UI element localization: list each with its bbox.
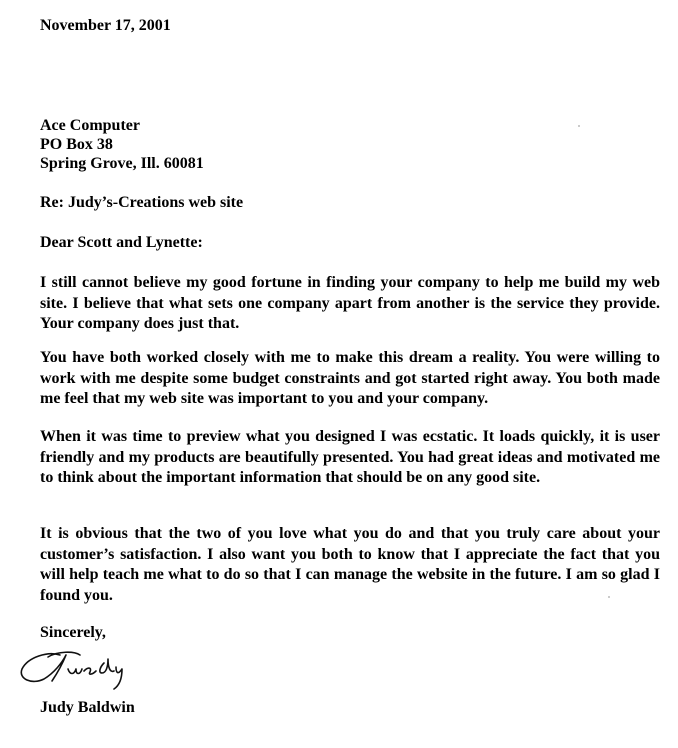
body-paragraph-2: You have both worked closely with me to make this dream a reality. You were willing to work with me despite some budget constraints and got started right away. You both made me feel that my web site was important to you and your company. bbox=[40, 349, 660, 408]
handwritten-signature bbox=[18, 645, 128, 690]
recipient-po-box: PO Box 38 bbox=[40, 136, 113, 153]
scan-speck bbox=[578, 125, 580, 127]
scan-speck bbox=[608, 596, 610, 598]
letter-date: November 17, 2001 bbox=[40, 17, 171, 34]
subject-line: Re: Judy’s-Creations web site bbox=[40, 194, 244, 211]
signer-name: Judy Baldwin bbox=[40, 699, 135, 716]
body-paragraph-4: It is obvious that the two of you love what you do and that you truly care about your customer’s satisfaction. I also want you both to know that I appreciate the fact that you will help teach me what to do so that I can manage the website in the future. I am so glad I found you. bbox=[40, 525, 660, 604]
body-paragraph-1: I still cannot believe my good fortune in finding your company to help me build my web site. I believe that what sets one company apart from another is the service they provide. Your company does just that. bbox=[40, 274, 660, 333]
recipient-city: Spring Grove, Ill. 60081 bbox=[40, 155, 204, 172]
body-paragraph-3: When it was time to preview what you designed I was ecstatic. It loads quickly, it is user friendly and my products are beautifully presented. You had great ideas and motivated me to think about the important information that should be on any good site. bbox=[40, 428, 660, 487]
salutation: Dear Scott and Lynette: bbox=[40, 234, 203, 251]
closing: Sincerely, bbox=[40, 624, 106, 641]
recipient-company: Ace Computer bbox=[40, 117, 140, 134]
